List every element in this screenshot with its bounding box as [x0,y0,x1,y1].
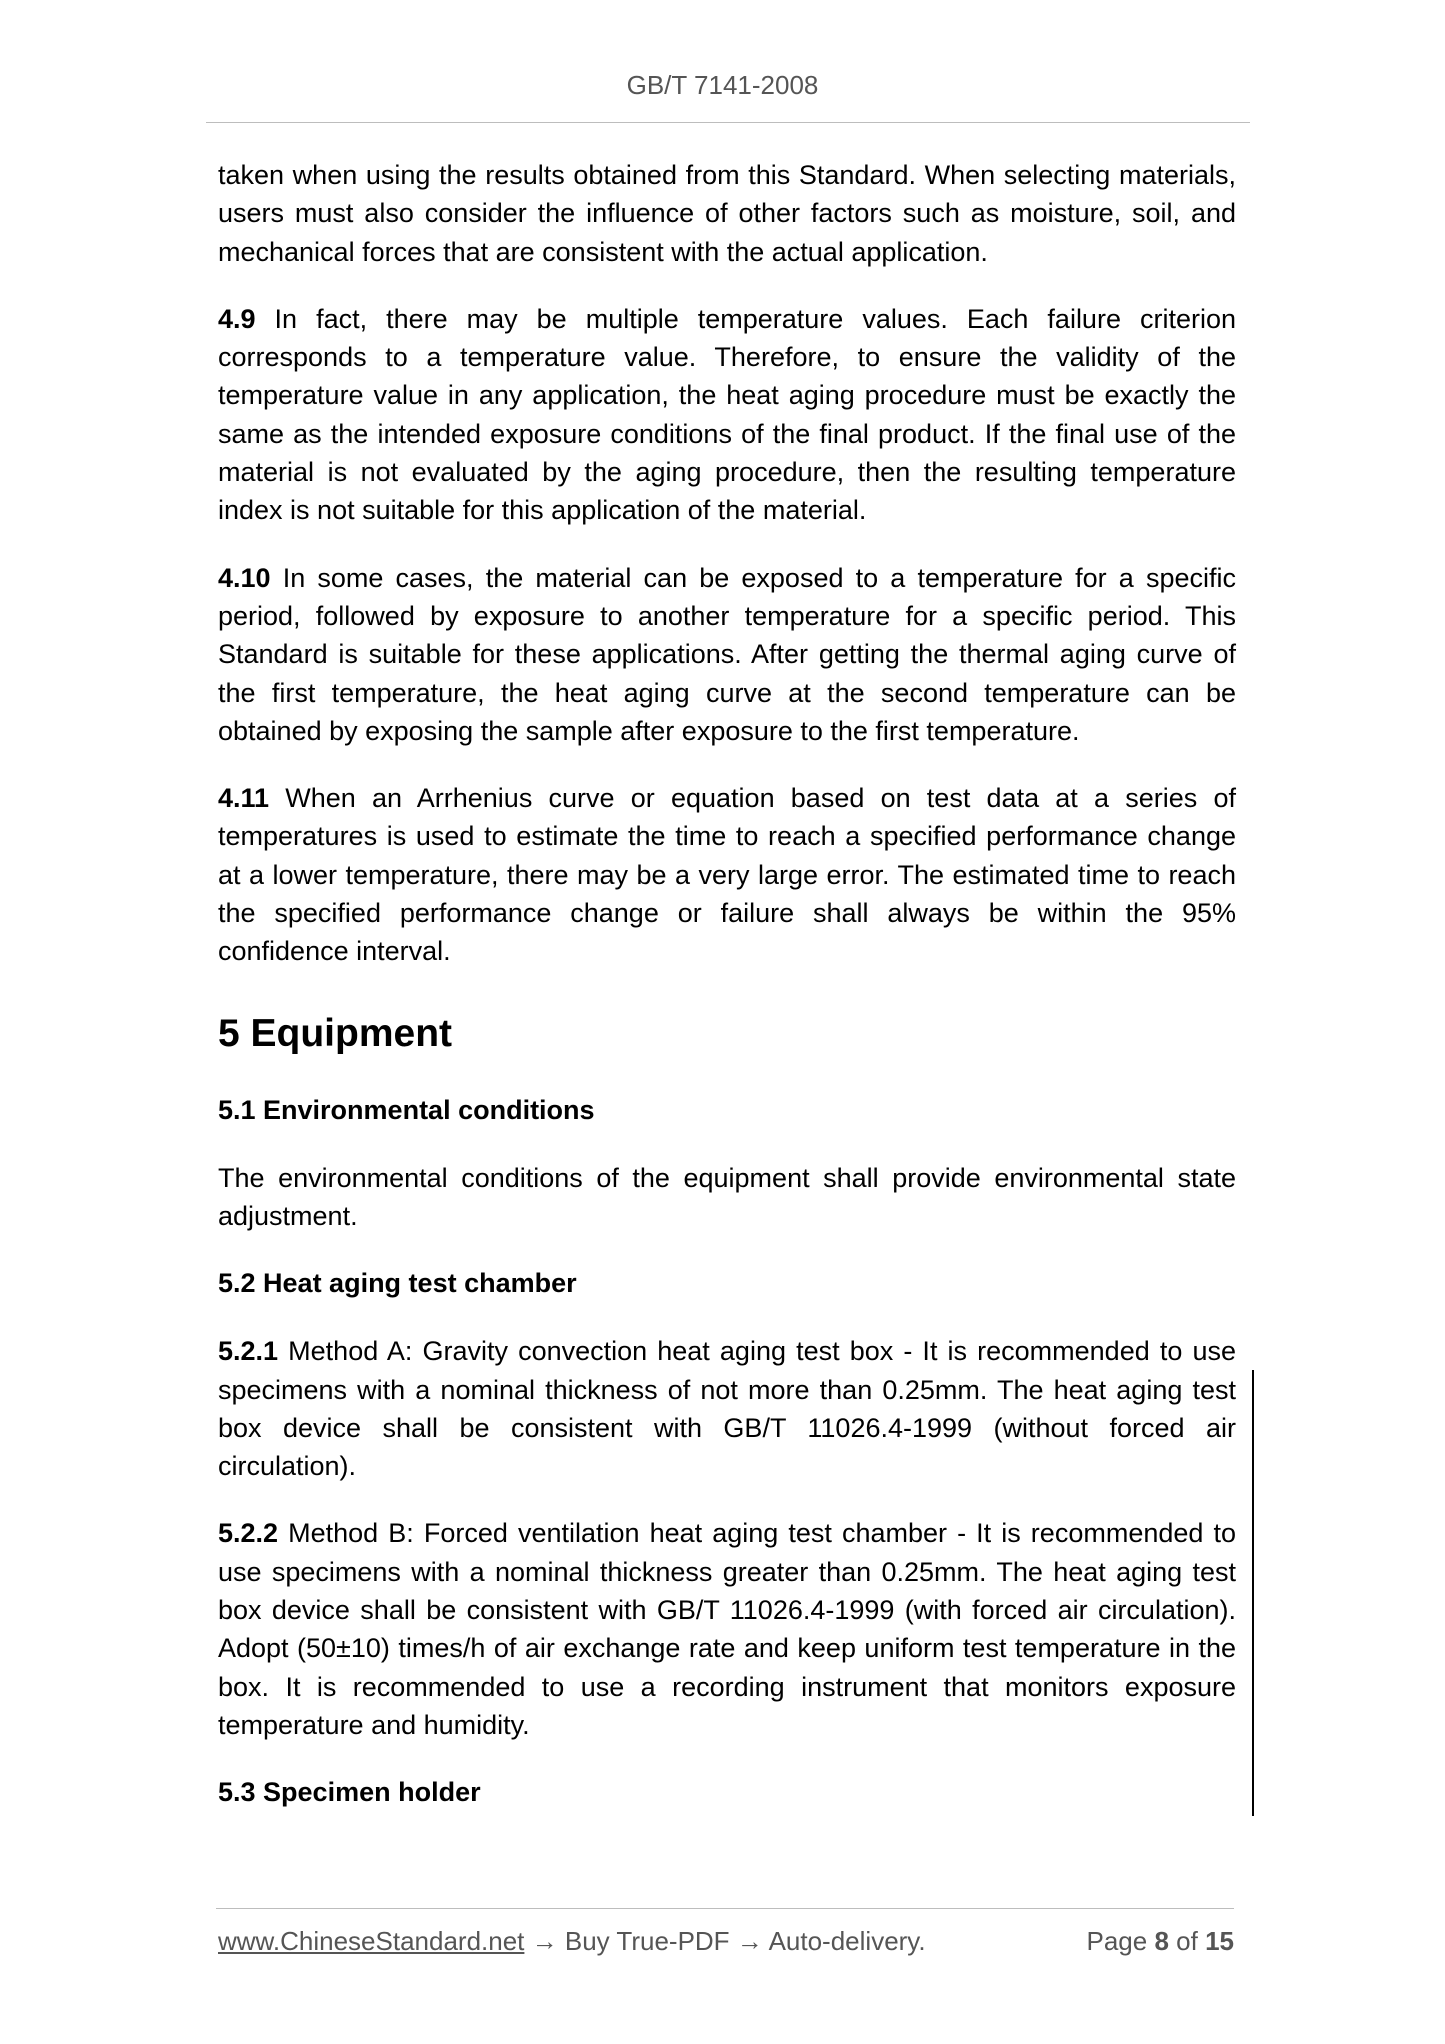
footer-promo-text: → Buy True-PDF → Auto-delivery. [524,1926,926,1956]
footer-promo [218,1926,926,1956]
clause-4-9 [218,300,1236,530]
clause-5-2-1 [218,1332,1236,1485]
clause-number: 4.9 [218,303,256,334]
page-footer [218,1926,1234,1957]
clause-text: In fact, there may be multiple temperature values. Each failure criterion corresponds to a temperature value. Therefore, to ensure the validity of the temperature value in any application, the heat aging procedure must be exactly the same as the intended exposure conditions of the final product. If the final use of the material is not evaluated by the aging procedure, then the resulting temperature index is not suitable for this application of the material. [218,303,1236,526]
header-divider [206,122,1250,123]
revision-change-bar [1252,1370,1254,1816]
subsection-heading-5-2: 5.2 Heat aging test chamber [218,1268,577,1299]
clause-4-10 [218,559,1236,750]
clause-number: 5.2.2 [218,1518,279,1549]
total-pages: 15 [1205,1926,1234,1956]
paragraph-continuation: taken when using the results obtained from this Standard. When selecting materials, users must also consider the influence of other factors such as moisture, soil, and mechanical forces that are consistent with the actual application. [218,160,1236,267]
section-heading-equipment: 5 Equipment [218,1011,453,1055]
clause-text: When an Arrhenius curve or equation based on test data at a series of temperatures is used to estimate the time to reach a specified performance change at a lower temperature, there may be a very large error. The estimated time to reach the specified performance change or failure shall always be within the 95% confidence interval. [218,783,1236,967]
of-label: of [1176,1926,1198,1956]
website-link[interactable]: www.ChineseStandard.net [218,1926,525,1956]
subsection-heading-5-1: 5.1 Environmental conditions [218,1094,595,1125]
clause-5-1-text: The environmental conditions of the equipment shall provide environmental state adjustment. [218,1162,1236,1231]
clause-number: 4.10 [218,562,271,593]
clause-5-2-2 [218,1514,1236,1744]
clause-text: Method A: Gravity convection heat aging test box - It is recommended to use specimens with a nominal thickness of not more than 0.25mm. The heat aging test box device shall be consistent with GB/T 11026.4-1999 (without forced air circulation). [218,1336,1236,1482]
running-header: GB/T 7141-2008 [626,70,819,100]
clause-number: 5.2.1 [218,1336,279,1367]
footer-divider [216,1908,1234,1909]
clause-number: 4.11 [218,783,270,814]
page-content [218,156,1236,1841]
page-label: Page [1086,1926,1148,1956]
clause-text: Method B: Forced ventilation heat aging test chamber - It is recommended to use specimens with a nominal thickness greater than 0.25mm. The heat aging test box device shall be consistent with GB/T 11026.4-1999 (with forced air circulation). Adopt (50±10) times/h of air exchange rate and keep uniform test temperature in the box. It is recommended to use a recording instrument that monitors exposure temperature and humidity. [218,1518,1236,1740]
page-number [1086,1926,1234,1957]
current-page: 8 [1154,1926,1169,1956]
clause-4-11 [218,779,1236,970]
subsection-heading-5-3: 5.3 Specimen holder [218,1777,481,1808]
clause-text: In some cases, the material can be exposed to a temperature for a specific period, followed by exposure to another temperature for a specific period. This Standard is suitable for these applications. After getting the thermal aging curve of the first temperature, the heat aging curve at the second temperature can be obtained by exposing the sample after exposure to the first temperature. [218,562,1236,746]
